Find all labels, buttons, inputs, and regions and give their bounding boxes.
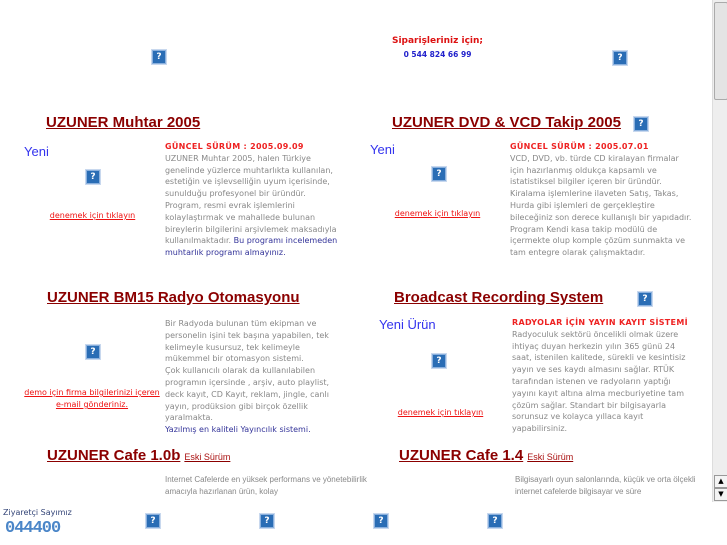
try-link[interactable]: denemek için tıklayın xyxy=(394,209,481,218)
product-title-broadcast[interactable]: Broadcast Recording System xyxy=(394,289,604,306)
order-label: Siparişleriniz için; xyxy=(391,36,484,46)
new-badge: Yeni xyxy=(24,144,49,159)
demo-email-link[interactable]: demo için firma bilgilerinizi içeren e-mail gönderiniz. xyxy=(24,388,160,409)
broken-image-icon: ? xyxy=(613,51,627,65)
product-description xyxy=(510,141,695,259)
description-highlight: Yazılmış en kaliteli Yayıncılık sistemi. xyxy=(165,425,311,435)
product-description xyxy=(512,317,697,435)
product-title-dvd-vcd[interactable]: UZUNER DVD & VCD Takip 2005 xyxy=(392,114,621,131)
scroll-up-arrow-icon[interactable]: ▲ xyxy=(714,475,727,488)
product-title-cafe-10b[interactable] xyxy=(47,447,230,464)
vertical-scrollbar[interactable] xyxy=(712,0,727,502)
description-text: UZUNER Muhtar 2005, halen Türkiye genelinde yüzlerce muhtarlıkta kullanılan, estetiğin ve işlevselliğin uyum içerisinde, sunulduğu profesyonel bir üründür. Program, resmi evrak işlemlerini kolaylaştırmak ve mahallede bulunan bireylerin bilgilerini arşivlemek maksadıyla kullanılmaktadır. xyxy=(165,153,337,246)
visitor-counter-value: 044400 xyxy=(5,519,61,538)
bottom-frame xyxy=(0,502,727,545)
broken-image-icon: ? xyxy=(432,167,446,181)
broken-image-icon: ? xyxy=(86,170,100,184)
product-title-cafe-14[interactable] xyxy=(399,447,573,464)
product-description: Internet Cafelerde en yüksek performans ve yönetebilirlik amacıyla hazırlanan ürün, kolay xyxy=(165,475,367,496)
new-badge: Yeni xyxy=(370,142,395,157)
broken-image-icon: ? xyxy=(152,50,166,64)
version-label: GÜNCEL SÜRÜM : 2005.07.01 xyxy=(510,142,649,151)
scrollbar-thumb[interactable] xyxy=(714,2,727,100)
broken-image-icon: ? xyxy=(374,514,388,528)
broken-image-icon: ? xyxy=(634,117,648,131)
product-description: Bilgisayarlı oyun salonlarında, küçük ve orta ölçekli internet cafelerde bilgisayar ve süre xyxy=(515,475,696,496)
new-product-badge: Yeni Ürün xyxy=(379,317,436,332)
product-description xyxy=(165,318,345,436)
visitor-counter-label: Ziyaretçi Sayımız xyxy=(3,508,72,517)
broken-image-icon: ? xyxy=(638,292,652,306)
broken-image-icon: ? xyxy=(488,514,502,528)
version-label: RADYOLAR İÇİN YAYIN KAYIT SİSTEMİ xyxy=(512,318,688,327)
broken-image-icon: ? xyxy=(146,514,160,528)
description-highlight: Bu programı incelemeden muhtarlık programı almayınız. xyxy=(165,236,338,258)
product-description xyxy=(165,141,340,259)
broken-image-icon: ? xyxy=(86,345,100,359)
version-label: GÜNCEL SÜRÜM : 2005.09.09 xyxy=(165,142,304,151)
product-title-bm15[interactable]: UZUNER BM15 Radyo Otomasyonu xyxy=(47,289,300,306)
description-text-2: Çok kullanıcılı olarak da kullanılabilen programın içersinde , arşiv, auto playlist, deck kayıt, CD Kayıt, reklam, jingle, canlı yayın, prodüksion gibi birçok özellik yaralmakta. xyxy=(165,366,330,423)
order-info xyxy=(370,36,505,59)
product-title-muhtar[interactable]: UZUNER Muhtar 2005 xyxy=(46,114,201,131)
title-text[interactable]: UZUNER Cafe 1.4 xyxy=(399,447,524,464)
broken-image-icon: ? xyxy=(260,514,274,528)
try-link[interactable]: denemek için tıklayın xyxy=(397,408,484,417)
scroll-down-arrow-icon[interactable]: ▼ xyxy=(714,488,727,501)
broken-image-icon: ? xyxy=(432,354,446,368)
description-text: Bir Radyoda bulunan tüm ekipman ve personelin işini tek başına yapabilen, tek kelimeyle kusursuz, tek kelimeyle mükemmel bir otomasyon sistemi. xyxy=(165,319,329,364)
old-version-tag: Eski Sürüm xyxy=(184,452,231,462)
description-text: VCD, DVD, vb. türde CD kiralayan firmalar için hazırlanmış oldukça kapsamlı ve istatistiksel bilgiler içeren bir üründür. Kiralama işlemlerine ilaveten Satış, Takas, Hurda gibi işlemleri de gerçekleştire bileceğiniz son derece kullanışlı bir yapıdadır. Program Kendi kasa takip modülü de içermekte olup komple çözüm sunmakta ve tam entegre olarak çalışmaktadır. xyxy=(510,153,692,258)
try-link[interactable]: denemek için tıklayın xyxy=(49,211,136,220)
phone-number: 0 544 824 66 99 xyxy=(403,50,472,59)
description-text: Radyoculuk sektörü öncelikli olmak üzere ihtiyaç duyan herkezin yılın 365 günü 24 saat, istenilen kalitede, sürekli ve kesintisiz yayın ve ses kaydı almasını sağlar. RTÜK tarafından istenen ve radyoların yaptığı yayını kayıt altına alma mecburiyetine tam çözüm sağlar. Standart bir bilgisayarla sorunsuz ve kolayca yıllaca kayıt yapabilirsiniz. xyxy=(512,329,686,434)
old-version-tag: Eski Sürüm xyxy=(527,452,574,462)
title-text[interactable]: UZUNER Cafe 1.0b xyxy=(47,447,181,464)
